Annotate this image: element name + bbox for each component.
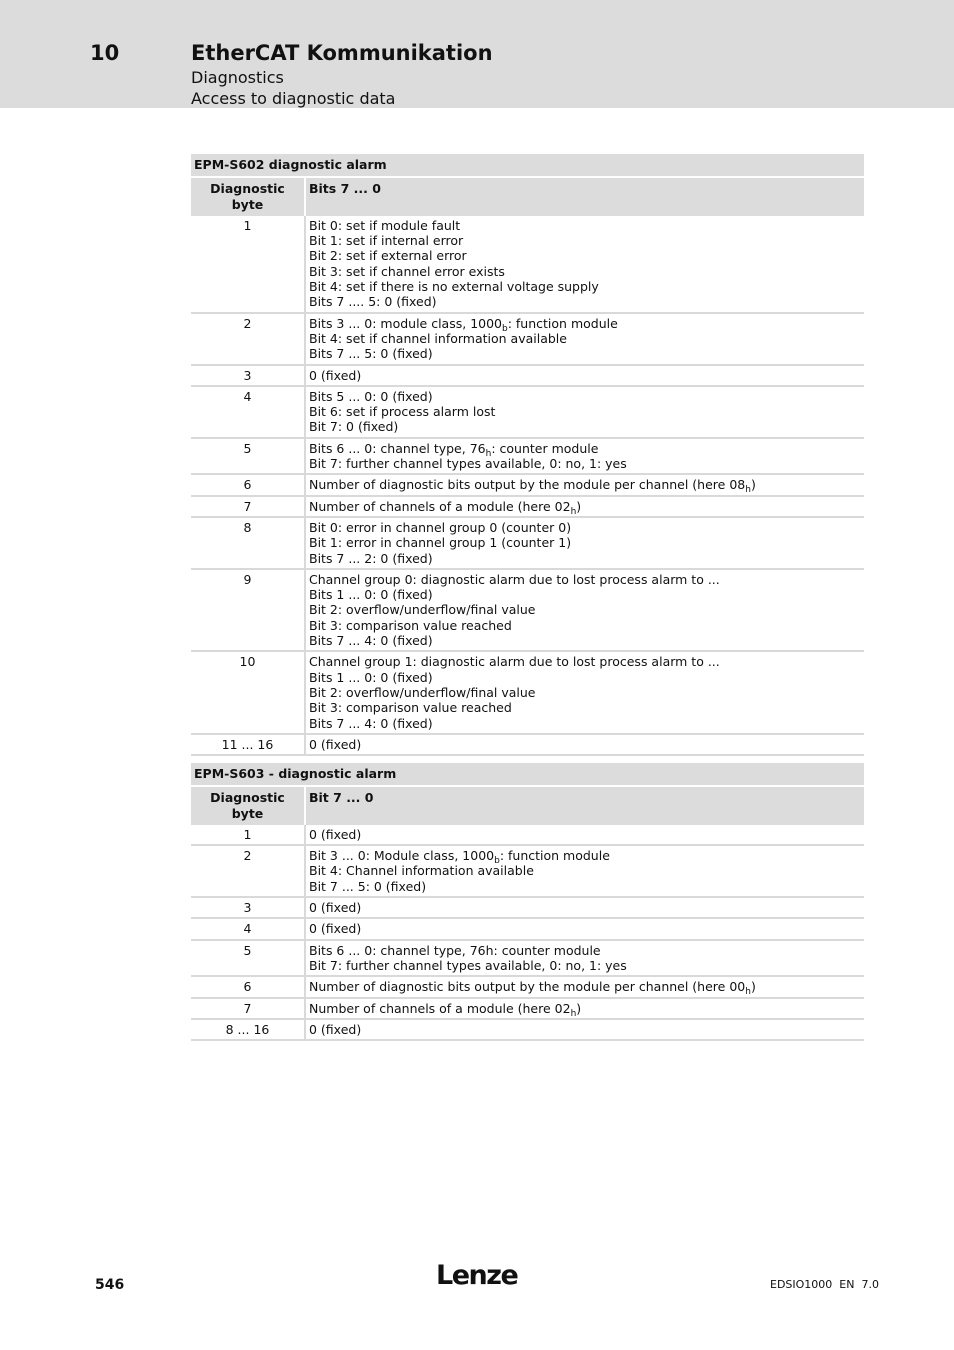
diagnostic-byte-cell: 8 [191, 517, 305, 569]
description-text: 0 (fixed) [309, 921, 362, 937]
table-row [191, 976, 864, 997]
description-text-continued: ) [750, 979, 756, 995]
number-base-subscript: h [485, 448, 492, 459]
subsection-title: Access to diagnostic data [191, 89, 396, 108]
description-text-continued: : function module [499, 848, 610, 864]
bit-description-line [309, 879, 861, 894]
bit-description-cell [305, 365, 864, 386]
bit-description-line [309, 315, 861, 334]
table-row [191, 474, 864, 495]
bit-description-line [309, 827, 861, 842]
description-text: Bit 7 ... 5: 0 (fixed) [309, 878, 427, 894]
description-text: Channel group 1: diagnostic alarm due to lost process alarm to ... [309, 654, 720, 670]
description-text: Bits 3 ... 0: module class, 1000 [309, 315, 502, 331]
bit-description-cell [305, 825, 864, 845]
bit-description-cell [305, 897, 864, 918]
number-base-subscript: b [494, 856, 500, 867]
description-text: Number of diagnostic bits output by the module per channel (here 00 [309, 979, 746, 995]
diagnostic-byte-cell: 3 [191, 897, 305, 918]
description-text: Bit 3: set if channel error exists [309, 263, 505, 279]
diagnostic-byte-cell: 2 [191, 845, 305, 897]
bit-description-cell [305, 976, 864, 997]
bit-description-line [309, 264, 861, 279]
bit-description-line [309, 602, 861, 617]
description-text: Bits 6 ... 0: channel type, 76h: counter module [309, 942, 601, 958]
column-header-bits: Bit 7 ... 0 [305, 786, 864, 825]
description-text: Bits 1 ... 0: 0 (fixed) [309, 587, 433, 603]
diagnostic-byte-cell: 5 [191, 940, 305, 977]
bit-description-line [309, 477, 861, 496]
diagnostic-byte-cell: 6 [191, 474, 305, 495]
table-row [191, 897, 864, 918]
description-text: Bit 1: error in channel group 1 (counter 1) [309, 535, 572, 551]
chapter-number: 10 [90, 41, 120, 65]
bit-description-line [309, 633, 861, 648]
chapter-title: EtherCAT Kommunikation [191, 41, 493, 65]
bit-description-cell [305, 651, 864, 733]
diagnostic-byte-cell: 1 [191, 216, 305, 313]
description-text-continued: ) [576, 498, 582, 514]
description-text: Number of diagnostic bits output by the module per channel (here 08 [309, 477, 746, 493]
table-caption: EPM-S602 diagnostic alarm [191, 154, 864, 177]
bit-description-line [309, 700, 861, 715]
description-text: Bit 4: set if channel information available [309, 330, 567, 346]
diagnostic-byte-cell: 10 [191, 651, 305, 733]
page-number: 546 [95, 1277, 125, 1293]
number-base-subscript: h [570, 1008, 577, 1019]
bit-description-line [309, 389, 861, 404]
description-text: Bit 3: comparison value reached [309, 617, 512, 633]
table-header-row [191, 177, 864, 216]
table-row [191, 496, 864, 517]
bit-description-line [309, 279, 861, 294]
description-text: Channel group 0: diagnostic alarm due to lost process alarm to ... [309, 571, 720, 587]
description-text: Bit 0: set if module fault [309, 217, 461, 233]
table-caption-row [191, 763, 864, 786]
bit-description-line [309, 848, 861, 867]
epm-s603-diagnostic-table [191, 763, 864, 1041]
description-text: 0 (fixed) [309, 826, 362, 842]
bit-description-cell [305, 569, 864, 651]
bit-description-cell [305, 386, 864, 438]
table-row [191, 825, 864, 845]
bit-description-line [309, 294, 861, 309]
description-text: 0 (fixed) [309, 736, 362, 752]
description-text: Bit 7: further channel types available, 0: no, 1: yes [309, 957, 627, 973]
diagnostic-byte-cell: 7 [191, 998, 305, 1019]
section-title: Diagnostics [191, 68, 284, 87]
table-row [191, 998, 864, 1019]
bit-description-line [309, 863, 861, 878]
bit-description-line [309, 587, 861, 602]
bit-description-cell [305, 1019, 864, 1040]
bit-description-line [309, 572, 861, 587]
bit-description-line [309, 248, 861, 263]
number-base-subscript: h [570, 506, 577, 517]
description-text: Bit 7: further channel types available, 0: no, 1: yes [309, 456, 627, 472]
description-text: Bit 4: set if there is no external voltage supply [309, 279, 599, 295]
column-header-diagnostic-byte: Diagnostic byte [191, 177, 305, 216]
table-row [191, 918, 864, 939]
description-text: Bits 5 ... 0: 0 (fixed) [309, 388, 433, 404]
description-text-continued: ) [576, 1000, 582, 1016]
bit-description-line [309, 233, 861, 248]
bit-description-cell [305, 845, 864, 897]
description-text: Bits 7 ... 2: 0 (fixed) [309, 550, 433, 566]
bit-description-line [309, 943, 861, 958]
bit-description-cell [305, 438, 864, 475]
bit-description-line [309, 551, 861, 566]
number-base-subscript: b [502, 323, 508, 334]
bit-description-line [309, 498, 861, 517]
description-text: Number of channels of a module (here 02 [309, 1000, 571, 1016]
table-row [191, 313, 864, 365]
bit-description-line [309, 979, 861, 998]
bit-description-line [309, 218, 861, 233]
diagnostic-byte-cell: 3 [191, 365, 305, 386]
bit-description-line [309, 921, 861, 936]
bit-description-line [309, 331, 861, 346]
bit-description-line [309, 456, 861, 471]
column-header-diagnostic-byte: Diagnostic byte [191, 786, 305, 825]
description-text: Bits 6 ... 0: channel type, 76 [309, 440, 486, 456]
bit-description-cell [305, 496, 864, 517]
description-text: 0 (fixed) [309, 367, 362, 383]
diagnostic-byte-cell: 4 [191, 918, 305, 939]
description-text: Bits 7 ... 4: 0 (fixed) [309, 715, 433, 731]
diagnostic-byte-cell: 2 [191, 313, 305, 365]
table-row [191, 569, 864, 651]
description-text: Bit 2: set if external error [309, 248, 467, 264]
table-row [191, 651, 864, 733]
description-text: Bit 3 ... 0: Module class, 1000 [309, 848, 495, 864]
bit-description-line [309, 535, 861, 550]
description-text: Bit 2: overflow/underflow/final value [309, 684, 536, 700]
column-header-bits: Bits 7 ... 0 [305, 177, 864, 216]
table-caption-row [191, 154, 864, 177]
diagnostic-byte-cell: 9 [191, 569, 305, 651]
bit-description-line [309, 670, 861, 685]
bit-description-cell [305, 918, 864, 939]
number-base-subscript: h [745, 987, 751, 998]
table-caption: EPM-S603 - diagnostic alarm [191, 763, 864, 786]
description-text-continued: : counter module [491, 440, 599, 456]
bit-description-cell [305, 734, 864, 755]
diagnostic-byte-cell: 4 [191, 386, 305, 438]
description-text: Bit 7: 0 (fixed) [309, 419, 399, 435]
bit-description-line [309, 1022, 861, 1037]
table-row [191, 845, 864, 897]
description-text: Bit 4: Channel information available [309, 863, 534, 879]
bit-description-line [309, 520, 861, 535]
bit-description-line [309, 716, 861, 731]
bit-description-line [309, 1000, 861, 1019]
diagnostic-byte-cell: 6 [191, 976, 305, 997]
bit-description-line [309, 404, 861, 419]
description-text: Bit 0: error in channel group 0 (counter 0) [309, 519, 572, 535]
document-id: EDSIO1000 EN 7.0 [770, 1278, 879, 1291]
bit-description-cell [305, 474, 864, 495]
description-text: Bits 7 ... 5: 0 (fixed) [309, 346, 433, 362]
description-text-continued: : function module [507, 315, 618, 331]
description-text: Bit 2: overflow/underflow/final value [309, 602, 536, 618]
description-text: 0 (fixed) [309, 900, 362, 916]
bit-description-line [309, 654, 861, 669]
bit-description-line [309, 368, 861, 383]
bit-description-line [309, 419, 861, 434]
description-text-continued: ) [750, 477, 756, 493]
table-row [191, 517, 864, 569]
table-row [191, 438, 864, 475]
description-text: Bit 3: comparison value reached [309, 700, 512, 716]
description-text: Bit 6: set if process alarm lost [309, 404, 496, 420]
epm-s602-diagnostic-table [191, 154, 864, 756]
bit-description-line [309, 685, 861, 700]
diagnostic-byte-cell: 7 [191, 496, 305, 517]
description-text: 0 (fixed) [309, 1021, 362, 1037]
description-text: Bit 1: set if internal error [309, 233, 464, 249]
bit-description-line [309, 900, 861, 915]
description-text: Bits 7 .... 5: 0 (fixed) [309, 294, 437, 310]
table-row [191, 365, 864, 386]
bit-description-cell [305, 313, 864, 365]
bit-description-line [309, 440, 861, 459]
table-row [191, 386, 864, 438]
number-base-subscript: h [745, 485, 751, 496]
table-row [191, 1019, 864, 1040]
bit-description-line [309, 618, 861, 633]
bit-description-line [309, 737, 861, 752]
diagnostic-byte-cell: 1 [191, 825, 305, 845]
diagnostic-byte-cell: 11 ... 16 [191, 734, 305, 755]
table-row [191, 216, 864, 313]
bit-description-cell [305, 940, 864, 977]
table-row [191, 734, 864, 755]
description-text: Bits 1 ... 0: 0 (fixed) [309, 669, 433, 685]
table-header-row [191, 786, 864, 825]
description-text: Number of channels of a module (here 02 [309, 498, 571, 514]
description-text: Bits 7 ... 4: 0 (fixed) [309, 633, 433, 649]
lenze-logo: Lenze [436, 1260, 518, 1291]
bit-description-cell [305, 517, 864, 569]
table-row [191, 940, 864, 977]
bit-description-cell [305, 216, 864, 313]
bit-description-cell [305, 998, 864, 1019]
bit-description-line [309, 958, 861, 973]
diagnostic-byte-cell: 8 ... 16 [191, 1019, 305, 1040]
diagnostic-byte-cell: 5 [191, 438, 305, 475]
bit-description-line [309, 346, 861, 361]
